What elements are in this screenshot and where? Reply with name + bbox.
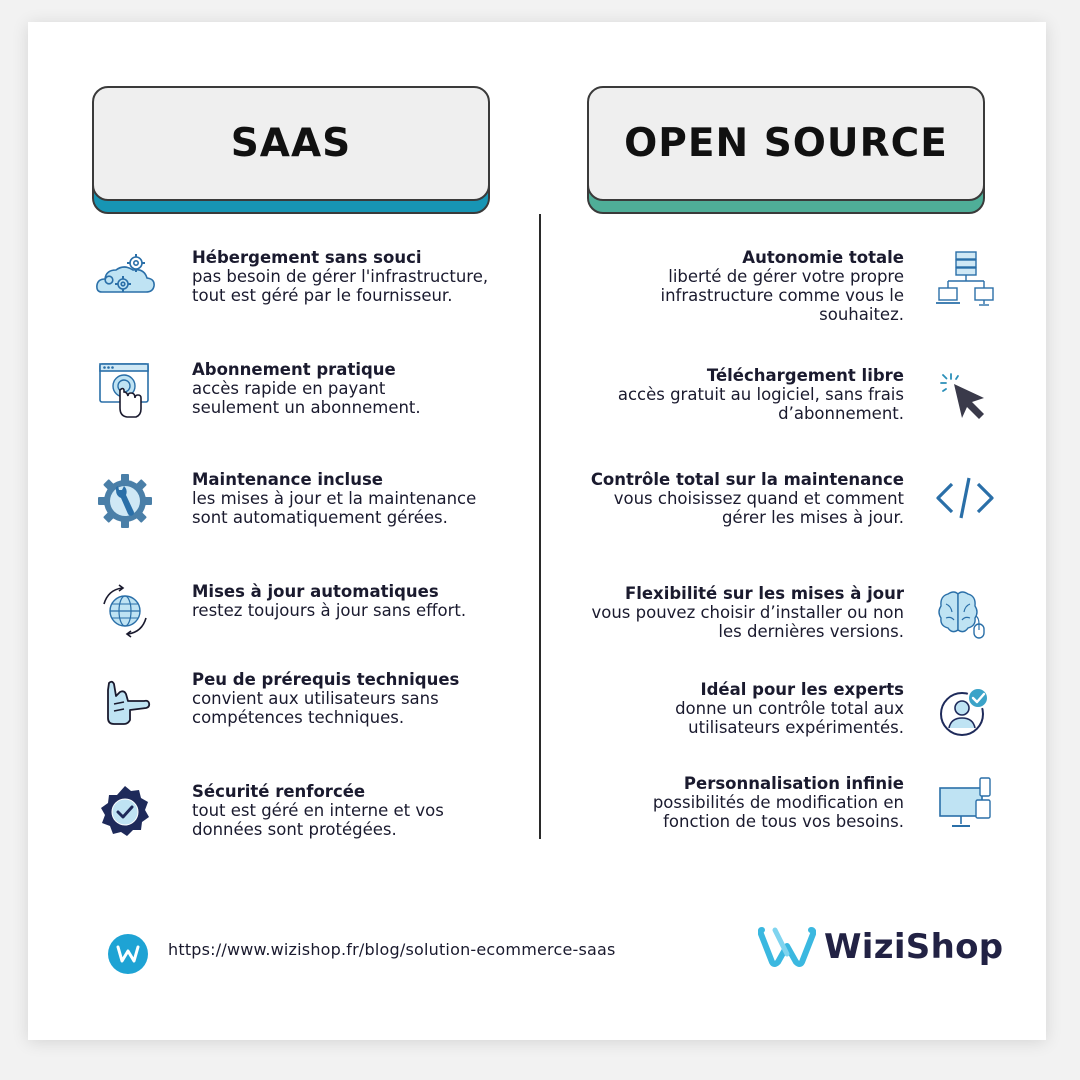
wizishop-w-icon [758, 924, 816, 970]
cloud-gears-icon [94, 248, 156, 310]
open-source-header-title: OPEN SOURCE [587, 86, 985, 201]
item-description: les mises à jour et la maintenance sont automatiquement gérées. [192, 489, 477, 527]
saas-item-hebergement [94, 248, 532, 310]
cursor-click-icon [934, 366, 996, 428]
open-source-item-autonomie [566, 248, 996, 324]
item-description: tout est géré en interne et vos données sont protégées. [192, 801, 444, 839]
item-title: Téléchargement libre [706, 366, 904, 385]
open-source-item-telechargement [566, 366, 996, 428]
infographic-card [28, 22, 1046, 1040]
saas-item-text [192, 782, 532, 839]
item-description: donne un contrôle total aux utilisateurs expérimentés. [675, 699, 904, 737]
wizishop-logo-icon [108, 934, 148, 974]
saas-item-mises-a-jour [94, 582, 532, 644]
open-source-item-personnalisation [566, 774, 996, 836]
monitor-devices-icon [934, 774, 996, 836]
open-source-item-text [566, 470, 904, 527]
footer-url[interactable]: https://www.wizishop.fr/blog/solution-ecommerce-saas [168, 940, 616, 959]
saas-item-text [192, 248, 532, 305]
item-title: Abonnement pratique [192, 360, 396, 379]
saas-item-securite [94, 782, 532, 844]
item-title: Contrôle total sur la maintenance [590, 470, 904, 489]
item-title: Mises à jour automatiques [192, 582, 439, 601]
saas-item-abonnement [94, 360, 532, 422]
item-title: Flexibilité sur les mises à jour [624, 584, 904, 603]
server-network-icon [934, 248, 996, 310]
item-description: vous pouvez choisir d’installer ou non les dernières versions. [591, 603, 904, 641]
gear-wrench-icon [94, 470, 156, 532]
hand-pointing-icon [94, 670, 156, 732]
item-title: Idéal pour les experts [700, 680, 904, 699]
item-description: vous choisissez quand et comment gérer les mises à jour. [613, 489, 904, 527]
item-description: liberté de gérer votre propre infrastructure comme vous le souhaitez. [660, 267, 904, 324]
open-source-item-text [566, 680, 904, 737]
item-description: accès rapide en payant seulement un abonnement. [192, 379, 421, 417]
item-description: restez toujours à jour sans effort. [192, 601, 467, 620]
item-title: Maintenance incluse [192, 470, 383, 489]
saas-header-title: SAAS [92, 86, 490, 201]
saas-item-prerequis [94, 670, 532, 732]
open-source-header [587, 86, 985, 214]
item-description: accès gratuit au logiciel, sans frais d’abonnement. [617, 385, 904, 423]
item-description: pas besoin de gérer l'infrastructure, tout est géré par le fournisseur. [192, 267, 489, 305]
item-title: Peu de prérequis techniques [192, 670, 460, 689]
item-title: Personnalisation infinie [683, 774, 904, 793]
open-source-item-text [566, 584, 904, 641]
saas-header [92, 86, 490, 214]
open-source-item-experts [566, 680, 996, 742]
code-brackets-icon [934, 470, 996, 532]
open-source-item-flexibilite [566, 584, 996, 646]
open-source-item-text [566, 366, 904, 423]
browser-touch-icon [94, 360, 156, 422]
item-title: Autonomie totale [742, 248, 904, 267]
security-badge-icon [94, 782, 156, 844]
brain-mouse-icon [934, 584, 996, 646]
brand-logo [758, 924, 1003, 970]
saas-item-text [192, 670, 532, 727]
open-source-item-text [566, 248, 904, 324]
brand-name: WiziShop [824, 927, 1004, 967]
saas-item-maintenance [94, 470, 532, 532]
item-description: possibilités de modification en fonction de tous vos besoins. [652, 793, 904, 831]
globe-refresh-icon [94, 582, 156, 644]
user-check-icon [934, 680, 996, 742]
open-source-item-text [566, 774, 904, 831]
saas-item-text [192, 470, 532, 527]
column-divider [539, 214, 541, 839]
item-title: Sécurité renforcée [192, 782, 366, 801]
item-description: convient aux utilisateurs sans compétences techniques. [192, 689, 439, 727]
item-title: Hébergement sans souci [192, 248, 422, 267]
saas-item-text [192, 582, 532, 620]
saas-item-text [192, 360, 532, 417]
open-source-item-controle [566, 470, 996, 532]
